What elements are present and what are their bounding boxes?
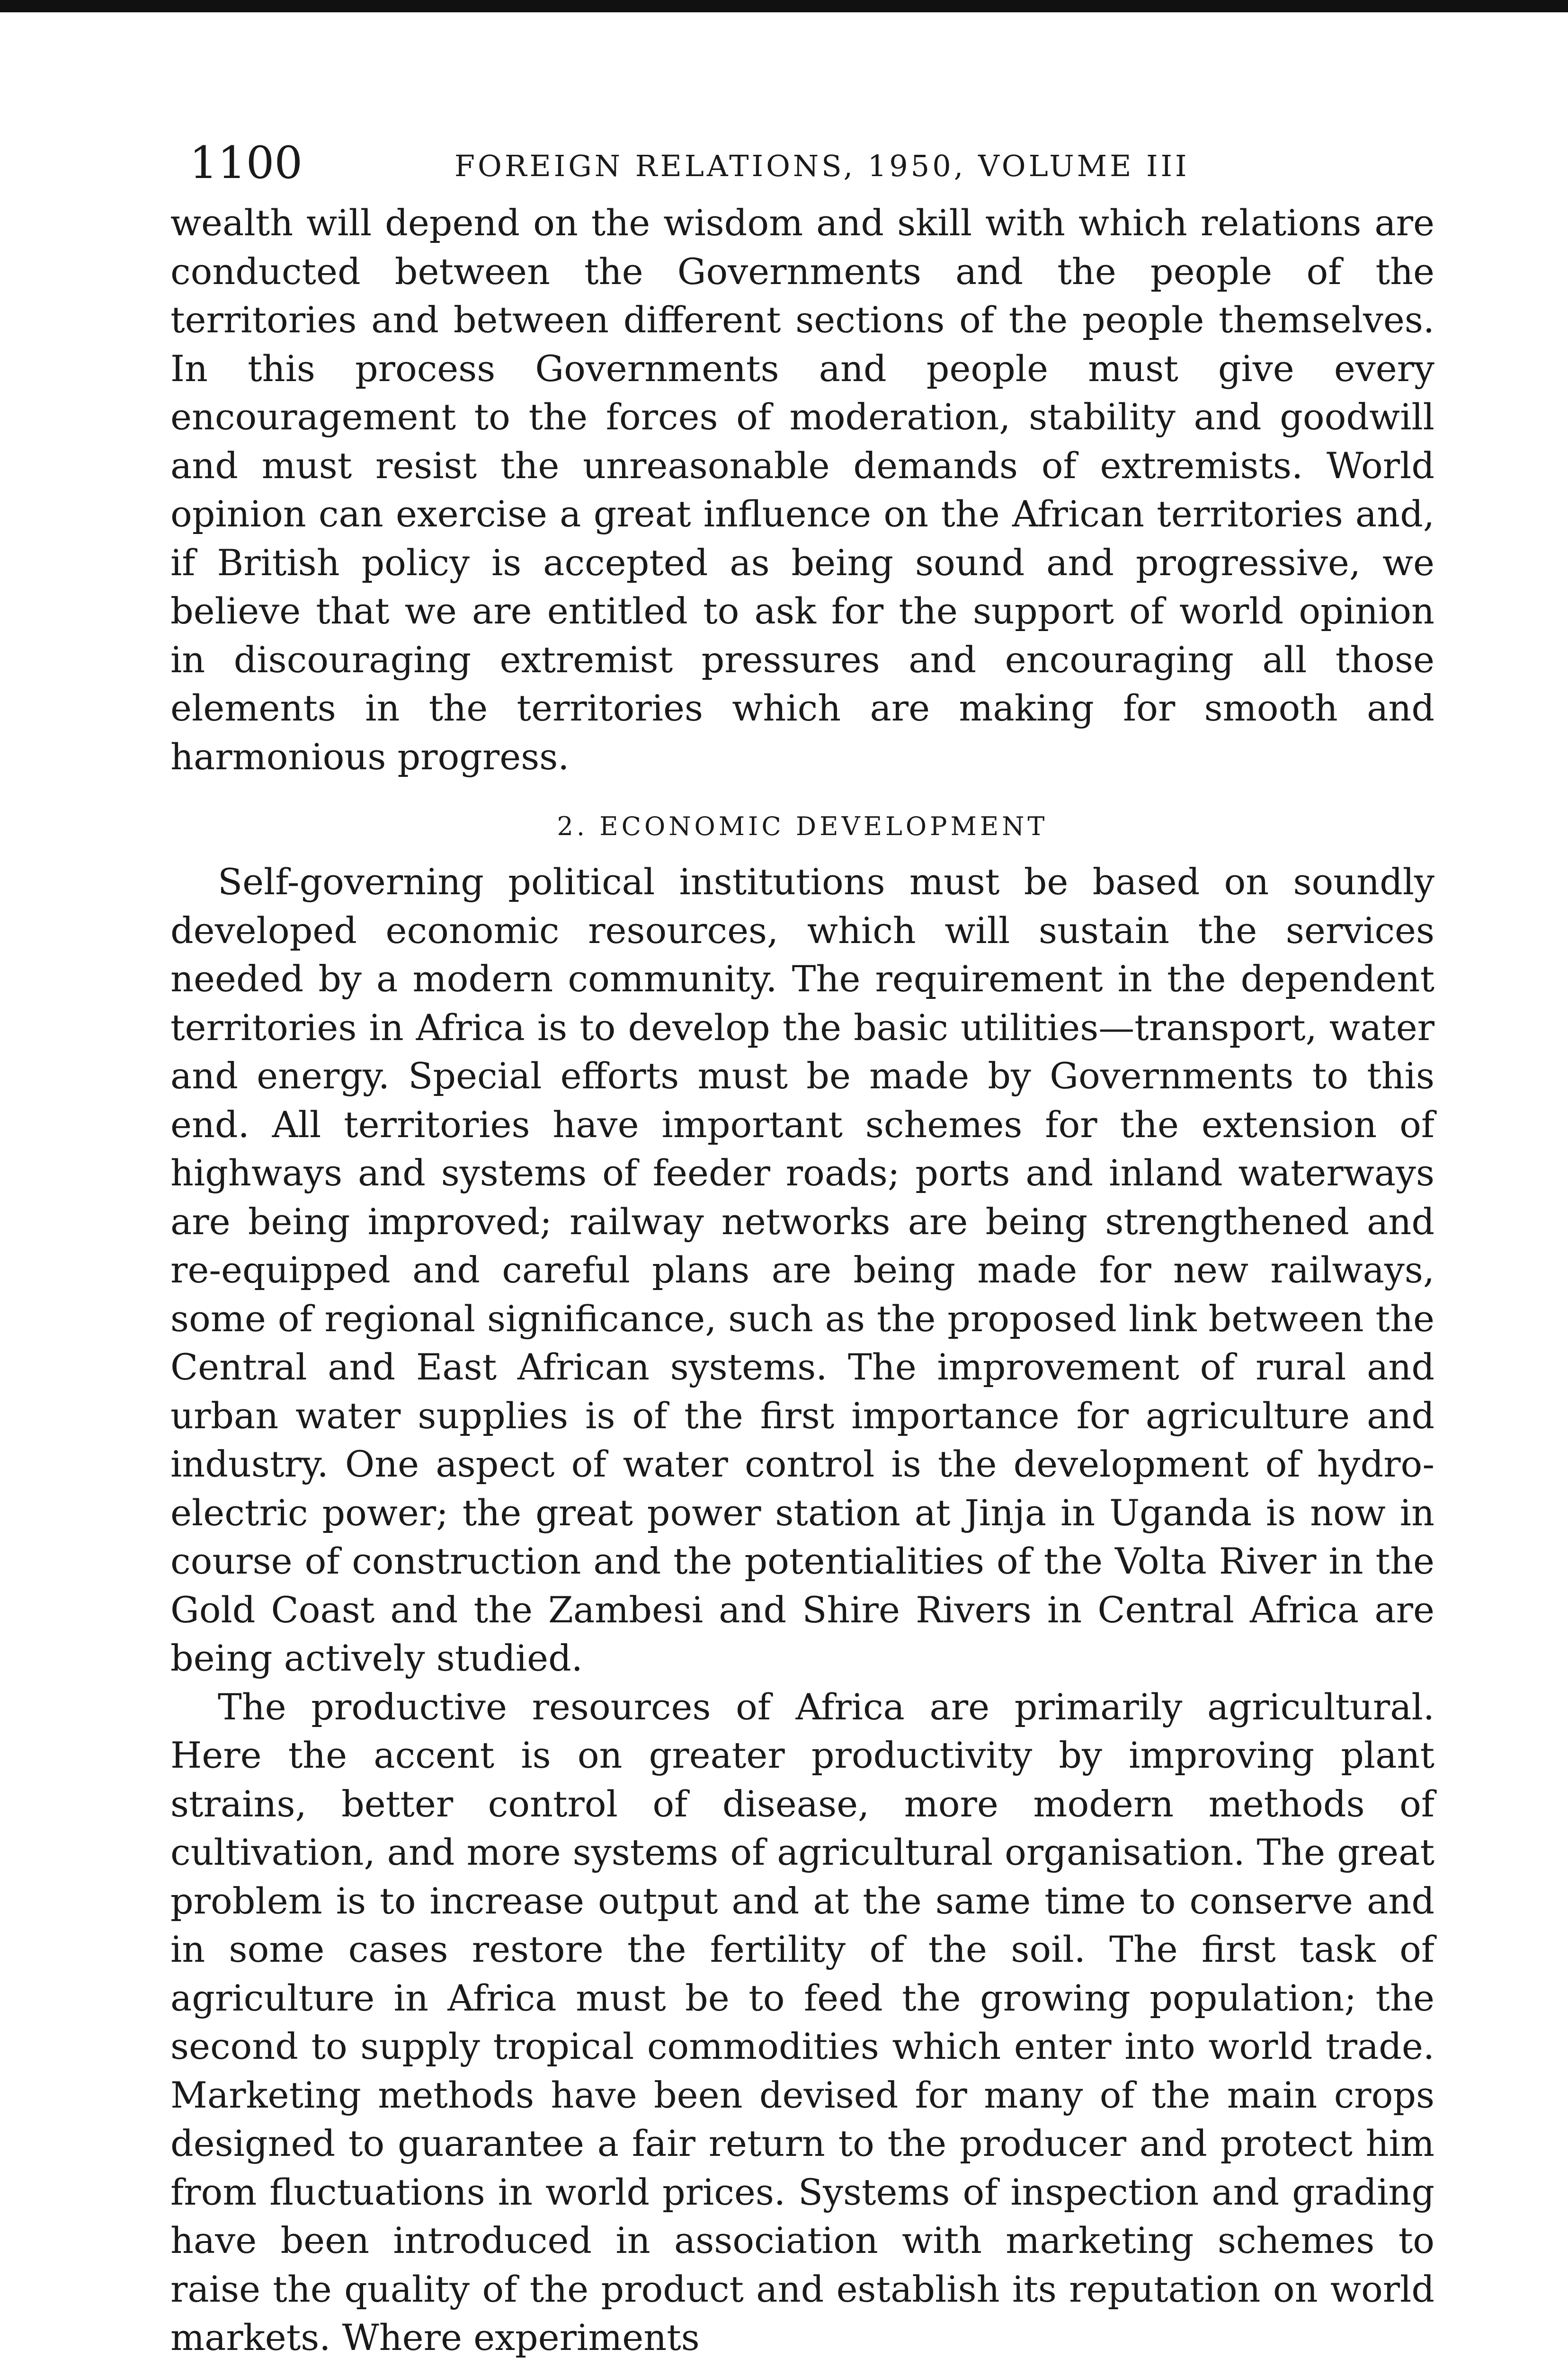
document-page	[170, 137, 1434, 2362]
body-text	[170, 199, 1434, 2362]
paragraph-economic-development: Self-governing political institutions must be based on soundly developed economic resources, which will sustain the services needed by a modern community. The requirement in the dependent territories in Africa is to develop the basic utilities—transport, water and energy. Special efforts must be made by Governments to this end. All territories have important schemes for the extension of highways and systems of feeder roads; ports and inland waterways are being improved; railway networks are being strengthened and re-equipped and careful plans are being made for new railways, some of regional significance, such as the proposed link between the Central and East African systems. The improvement of rural and urban water supplies is of the first importance for agriculture and industry. One aspect of water control is the development of hydro-electric power; the great power station at Jinja in Uganda is now in course of construction and the potentialities of the Volta River in the Gold Coast and the Zambesi and Shire Rivers in Central Africa are being actively studied.	[170, 861, 1434, 1679]
running-header	[170, 137, 1434, 199]
top-edge-rule	[0, 0, 1568, 12]
paragraph-continued: wealth will depend on the wisdom and skill with which relations are conducted between the Governments and the people of the territories and between different sections of the people themselves. In this process Governments and people must give every encouragement to the forces of moderation, stability and goodwill and must resist the unreasonable demands of extremists. World opinion can exercise a great influence on the African territories and, if British policy is accepted as being sound and progressive, we believe that we are entitled to ask for the support of world opinion in discouraging extremist pressures and encouraging all those elements in the territories which are making for smooth and harmonious progress.	[170, 202, 1434, 778]
section-heading: 2. ECONOMIC DEVELOPMENT	[557, 811, 1048, 841]
paragraph-agricultural-resources: The productive resources of Africa are primarily agricultural. Here the accent is on greater productivity by improving plant strains, better control of disease, more modern methods of cultivation, and more systems of agricultural organisation. The great problem is to increase output and at the same time to conserve and in some cases restore the fertility of the soil. The first task of agriculture in Africa must be to feed the growing population; the second to supply tropical commodities which enter into world trade. Marketing methods have been devised for many of the main crops designed to guarantee a fair return to the producer and protect him from fluctuations in world prices. Systems of inspection and grading have been introduced in association with marketing schemes to raise the quality of the product and establish its reputation on world markets. Where experiments	[170, 1685, 1434, 2358]
header-title: FOREIGN RELATIONS, 1950, VOLUME III	[454, 149, 1190, 183]
page-number: 1100	[189, 137, 303, 189]
